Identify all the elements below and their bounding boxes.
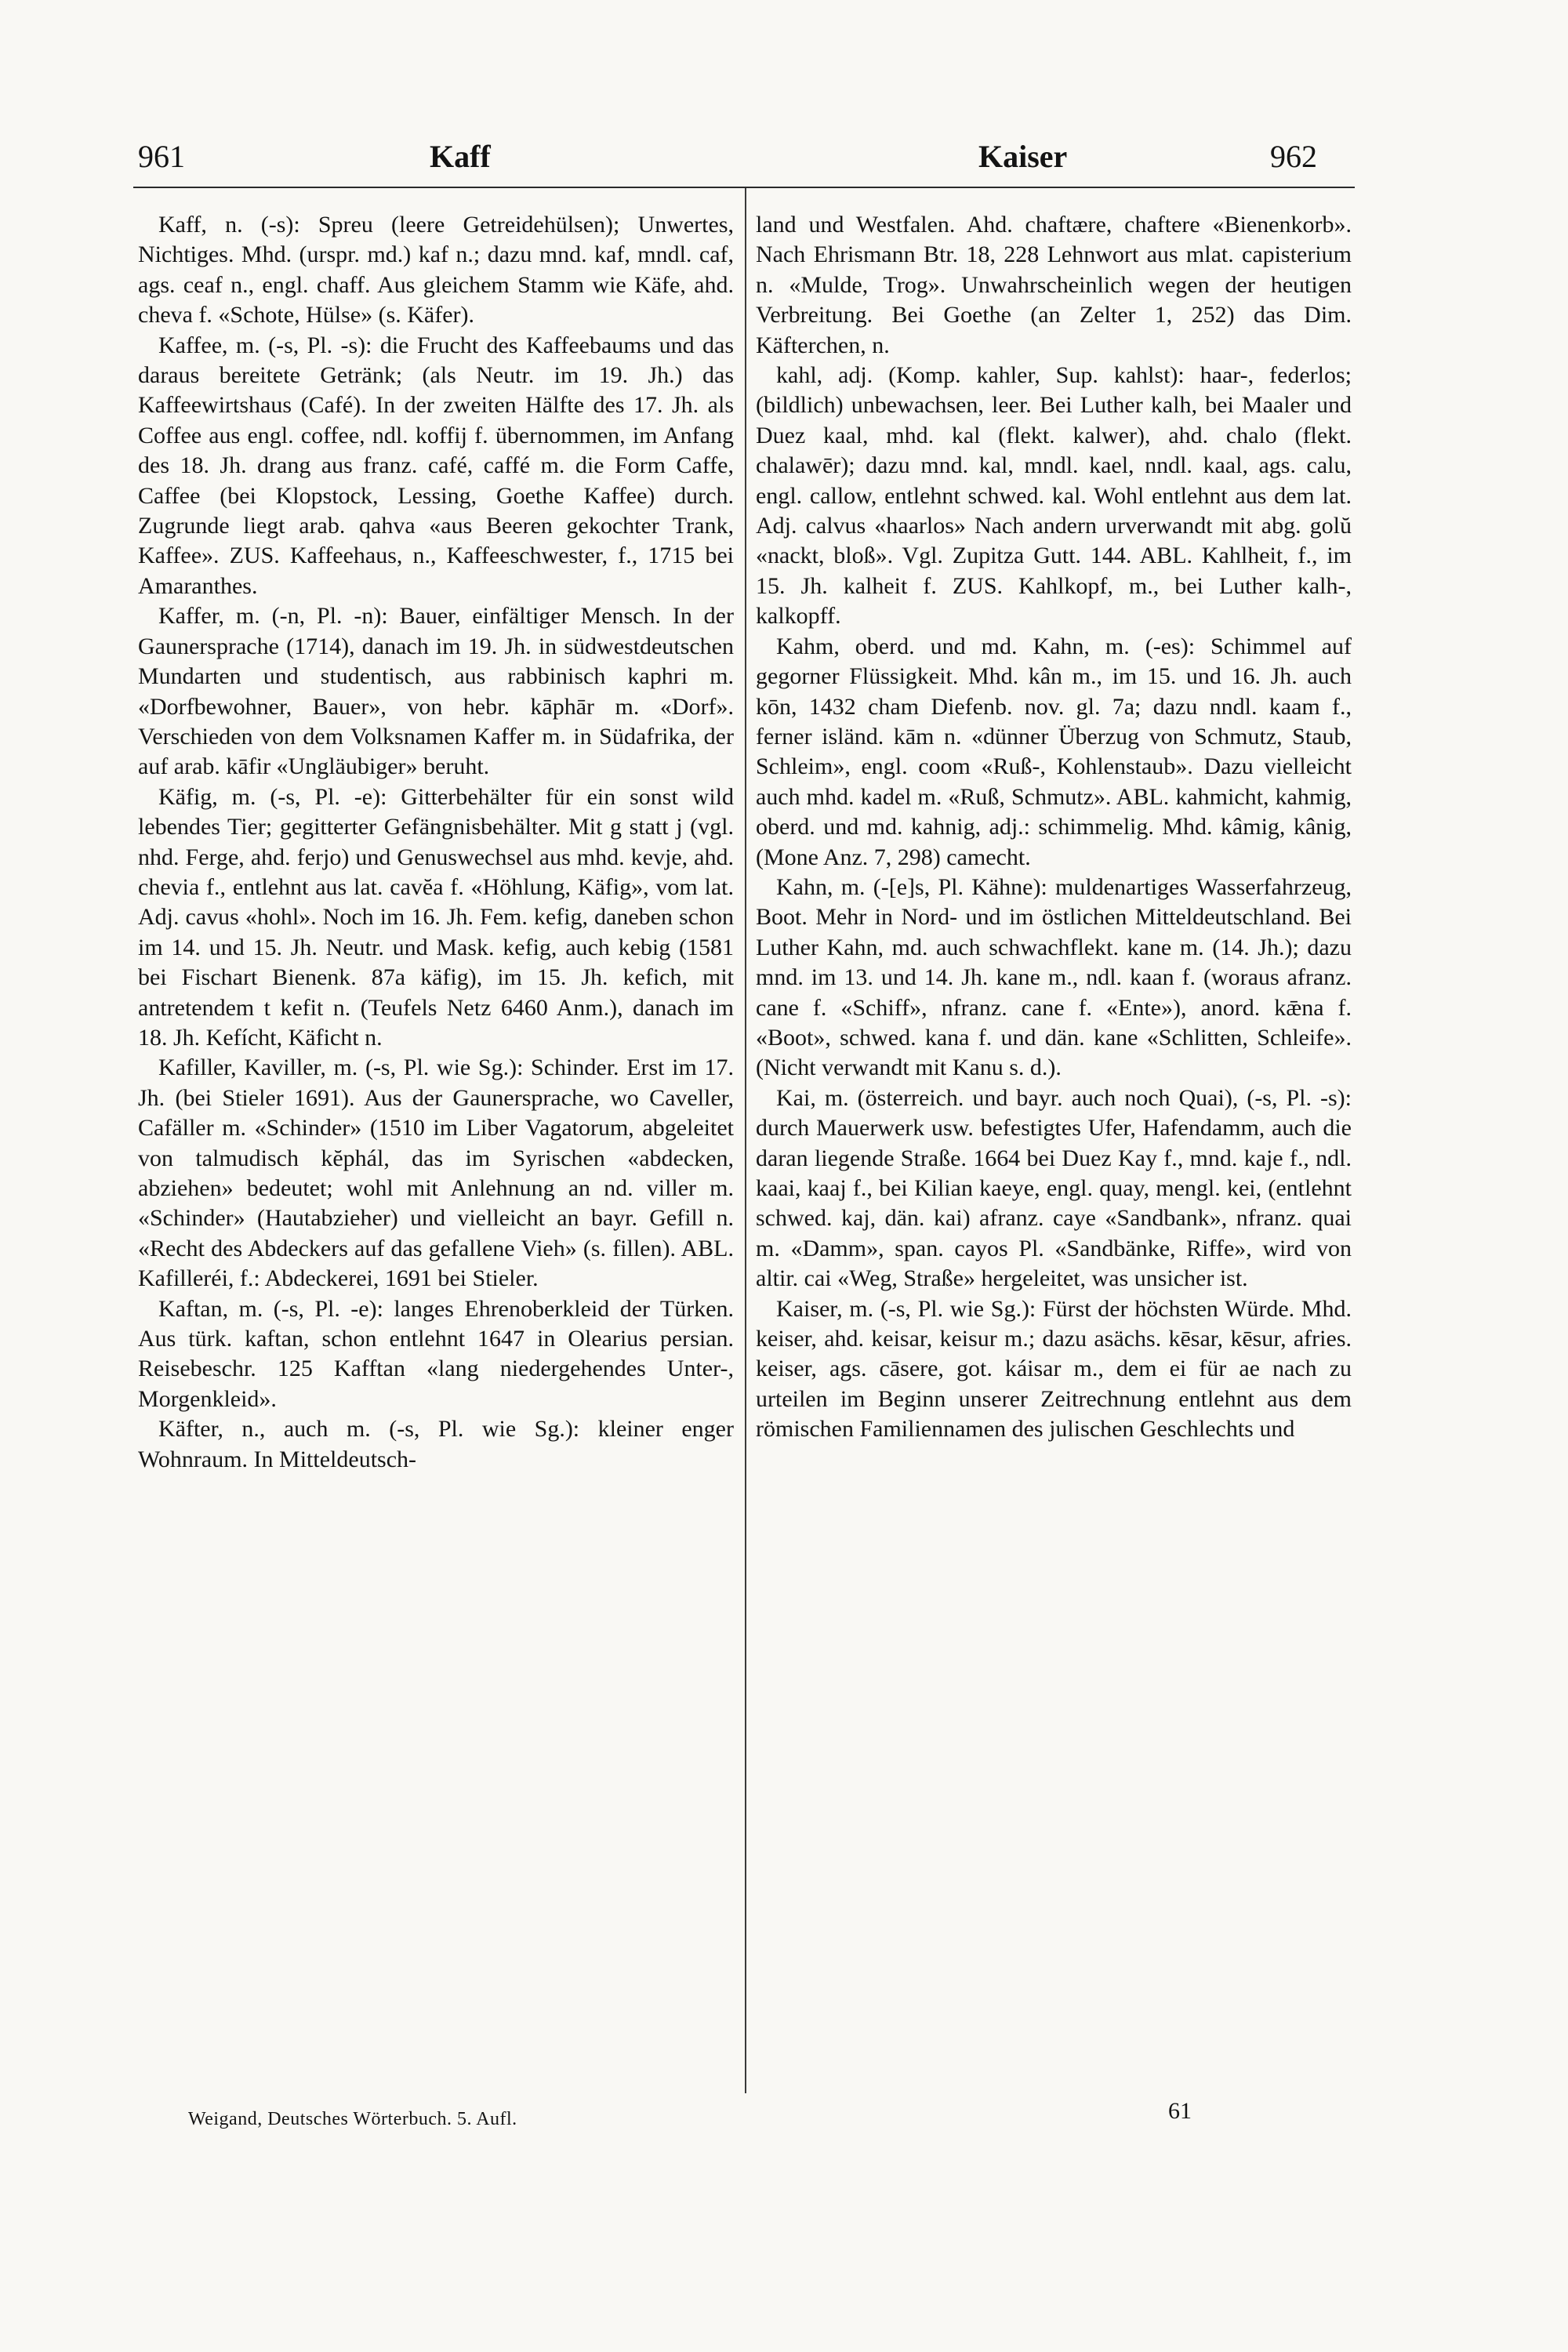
header-rule	[133, 187, 1355, 188]
footer-signature: 61	[1168, 2098, 1192, 2124]
left-page-number: 961	[138, 139, 185, 174]
entry-kaftan: Kaftan, m. (-s, Pl. -e): langes Ehrenoberkleid der Türken. Aus türk. kaftan, schon entlehnt 1647 in Olearius persian. Reisebeschr. 125 Kafftan «lang niedergehendes Unter-, Morgenkleid».	[138, 1295, 734, 1412]
footer-imprint: Weigand, Deutsches Wörterbuch. 5. Aufl.	[188, 2109, 517, 2129]
entry-kaefter: Käfter, n., auch m. (-s, Pl. wie Sg.): kleiner enger Wohnraum. In Mitteldeutsch-	[138, 1416, 734, 1472]
left-column	[138, 210, 734, 1475]
entry-kahn: Kahn, m. (-[e]s, Pl. Kähne): muldenartiges Wasserfahrzeug, Boot. Mehr in Nord- und im östlichen Mitteldeutschland. Bei Luther Kahn, md. auch schwachflekt. kane m. (14. Jh.); dazu mnd. im 13. und 14. Jh. kane m., ndl. kaan f. (woraus afranz. cane f. «Schiff», nfranz. cane f. «Ente»), anord. kǣna f. «Boot», schwed. kana f. und dän. kane «Schlitten, Schleife». (Nicht verwandt mit Kanu s. d.).	[756, 873, 1352, 1081]
right-catchword: Kaiser	[978, 139, 1068, 174]
entry-kaff: Kaff, n. (-s): Spreu (leere Getreidehülsen); Unwertes, Nichtiges. Mhd. (urspr. md.) kaf n.; dazu mnd. kaf, mndl. caf, ags. ceaf n., engl. chaff. Aus gleichem Stamm wie Käfe, ahd. cheva f. «Schote, Hülse» (s. Käfer).	[138, 212, 734, 328]
entry-kaffer: Kaffer, m. (-n, Pl. -n): Bauer, einfältiger Mensch. In der Gaunersprache (1714), danach im 19. Jh. in südwestdeutschen Mundarten und studentisch, aus rabbinisch kaphri m. «Dorfbewohner, Bauer», von hebr. kāphār m. «Dorf». Verschieden von dem Volksnamen Kaffer m. in Südafrika, der auf arab. kāfir «Ungläubiger» beruht.	[138, 603, 734, 780]
entry-kai: Kai, m. (österreich. und bayr. auch noch Quai), (-s, Pl. -s): durch Mauerwerk usw. befestigtes Ufer, Hafendamm, auch die daran liegende Straße. 1664 bei Duez Kay f., mnd. kaje f., ndl. kaai, kaaj f., bei Kilian kaeye, engl. quay, mengl. kei, (entlehnt schwed. kaj, dän. kai) afranz. caye «Sandbank», nfranz. quai m. «Damm», span. cayos Pl. «Sandbänke, Riffe», wird von altir. cai «Weg, Straße» hergeleitet, was unsicher ist.	[756, 1084, 1352, 1292]
left-catchword: Kaff	[430, 139, 491, 174]
entry-kahl: kahl, adj. (Komp. kahler, Sup. kahlst): haar-, federlos; (bildlich) unbewachsen, leer. Bei Luther kalh, bei Maaler und Duez kaal, mhd. kal (flekt. kalwer), ahd. chalo (flekt. chalawēr); dazu mnd. kal, mndl. kael, nndl. kaal, ags. calu, engl. callow, entlehnt schwed. kal. Wohl entlehnt aus dem lat. Adj. calvus «haarlos» Nach andern urverwandt mit abg. golŭ «nackt, bloß». Vgl. Zupitza Gutt. 144. ABL. Kahlheit, f., im 15. Jh. kalheit f. ZUS. Kahlkopf, m., bei Luther kalh-, kalkopff.	[756, 362, 1352, 630]
entry-kaffee: Kaffee, m. (-s, Pl. -s): die Frucht des Kaffeebaums und das daraus bereitete Getränk; (als Neutr. im 19. Jh.) das Kaffeewirtshaus (Café). In der zweiten Hälfte des 17. Jh. als Coffee aus engl. coffee, ndl. koffij f. übernommen, im Anfang des 18. Jh. drang aus franz. café, caffé m. die Form Caffe, Caffee (bei Klopstock, Lessing, Goethe Kaffee) durch. Zugrunde liegt arab. qahva «aus Beeren gekochter Trank, Kaffee». ZUS. Kaffeehaus, n., Kaffeeschwester, f., 1715 bei Amaranthes.	[138, 332, 734, 599]
entry-kaefter-continued: land und Westfalen. Ahd. chaftære, chaftere «Bienenkorb». Nach Ehrismann Btr. 18, 228 Lehnwort aus mlat. capisterium n. «Mulde, Trog». Unwahrscheinlich wegen der heutigen Verbreitung. Bei Goethe (an Zelter 1, 252) das Dim. Käfterchen, n.	[756, 212, 1352, 358]
column-divider	[745, 188, 746, 2093]
entry-kaefig: Käfig, m. (-s, Pl. -e): Gitterbehälter für ein sonst wild lebendes Tier; gegitterter Gefängnisbehälter. Mit g statt j (vgl. nhd. Ferge, ahd. ferjo) und Genuswechsel aus mhd. kevje, ahd. chevia f., entlehnt aus lat. cavĕa f. «Höhlung, Käfig», vom lat. Adj. cavus «hohl». Noch im 16. Jh. Fem. kefig, daneben schon im 14. und 15. Jh. Neutr. und Mask. kefig, auch kebig (1581 bei Fischart Bienenk. 87a käfig), im 15. Jh. kefich, mit antretendem t kefit n. (Teufels Netz 6460 Anm.), danach im 18. Jh. Kefícht, Käficht n.	[138, 783, 734, 1051]
right-page-number: 962	[1270, 139, 1317, 174]
entry-kahm: Kahm, oberd. und md. Kahn, m. (-es): Schimmel auf gegorner Flüssigkeit. Mhd. kân m., im 15. und 16. Jh. auch kōn, 1432 cham Diefenb. nov. gl. 7a; dazu nndl. kaam f., ferner isländ. kām n. «dünner Überzug von Schmutz, Staub, Schleim», engl. coom «Ruß-, Kohlenstaub». Dazu vielleicht auch mhd. kadel m. «Ruß, Schmutz». ABL. kahmicht, kahmig, oberd. und md. kahnig, adj.: schimmelig. Mhd. kâmig, kânig, (Mone Anz. 7, 298) camecht.	[756, 633, 1352, 870]
page-header	[0, 132, 1568, 187]
entry-kafiller: Kafiller, Kaviller, m. (-s, Pl. wie Sg.): Schinder. Erst im 17. Jh. (bei Stieler 1691). Aus der Gaunersprache, wo Caveller, Cafäller m. «Schinder» (1510 im Liber Vagatorum, abgeleitet von talmudisch kĕphál, das im Syrischen «abdecken, abziehen» bedeutet; wohl mit Anlehnung an nd. viller m. «Schinder» (Hautabzieher) und vielleicht an bayr. Gefill n. «Recht des Abdeckers auf das gefallene Vieh» (s. fillen). ABL. Kafilleréi, f.: Abdeckerei, 1691 bei Stieler.	[138, 1054, 734, 1292]
entry-kaiser: Kaiser, m. (-s, Pl. wie Sg.): Fürst der höchsten Würde. Mhd. keiser, ahd. keisar, keisur m.; dazu asächs. kēsar, kēsur, afries. keiser, ags. cāsere, got. káisar m., dem ei für ae nach zu urteilen im Beginn unserer Zeitrechnung entlehnt aus dem römischen Familiennamen des julischen Geschlechts und	[756, 1295, 1352, 1443]
right-column	[756, 210, 1352, 1445]
